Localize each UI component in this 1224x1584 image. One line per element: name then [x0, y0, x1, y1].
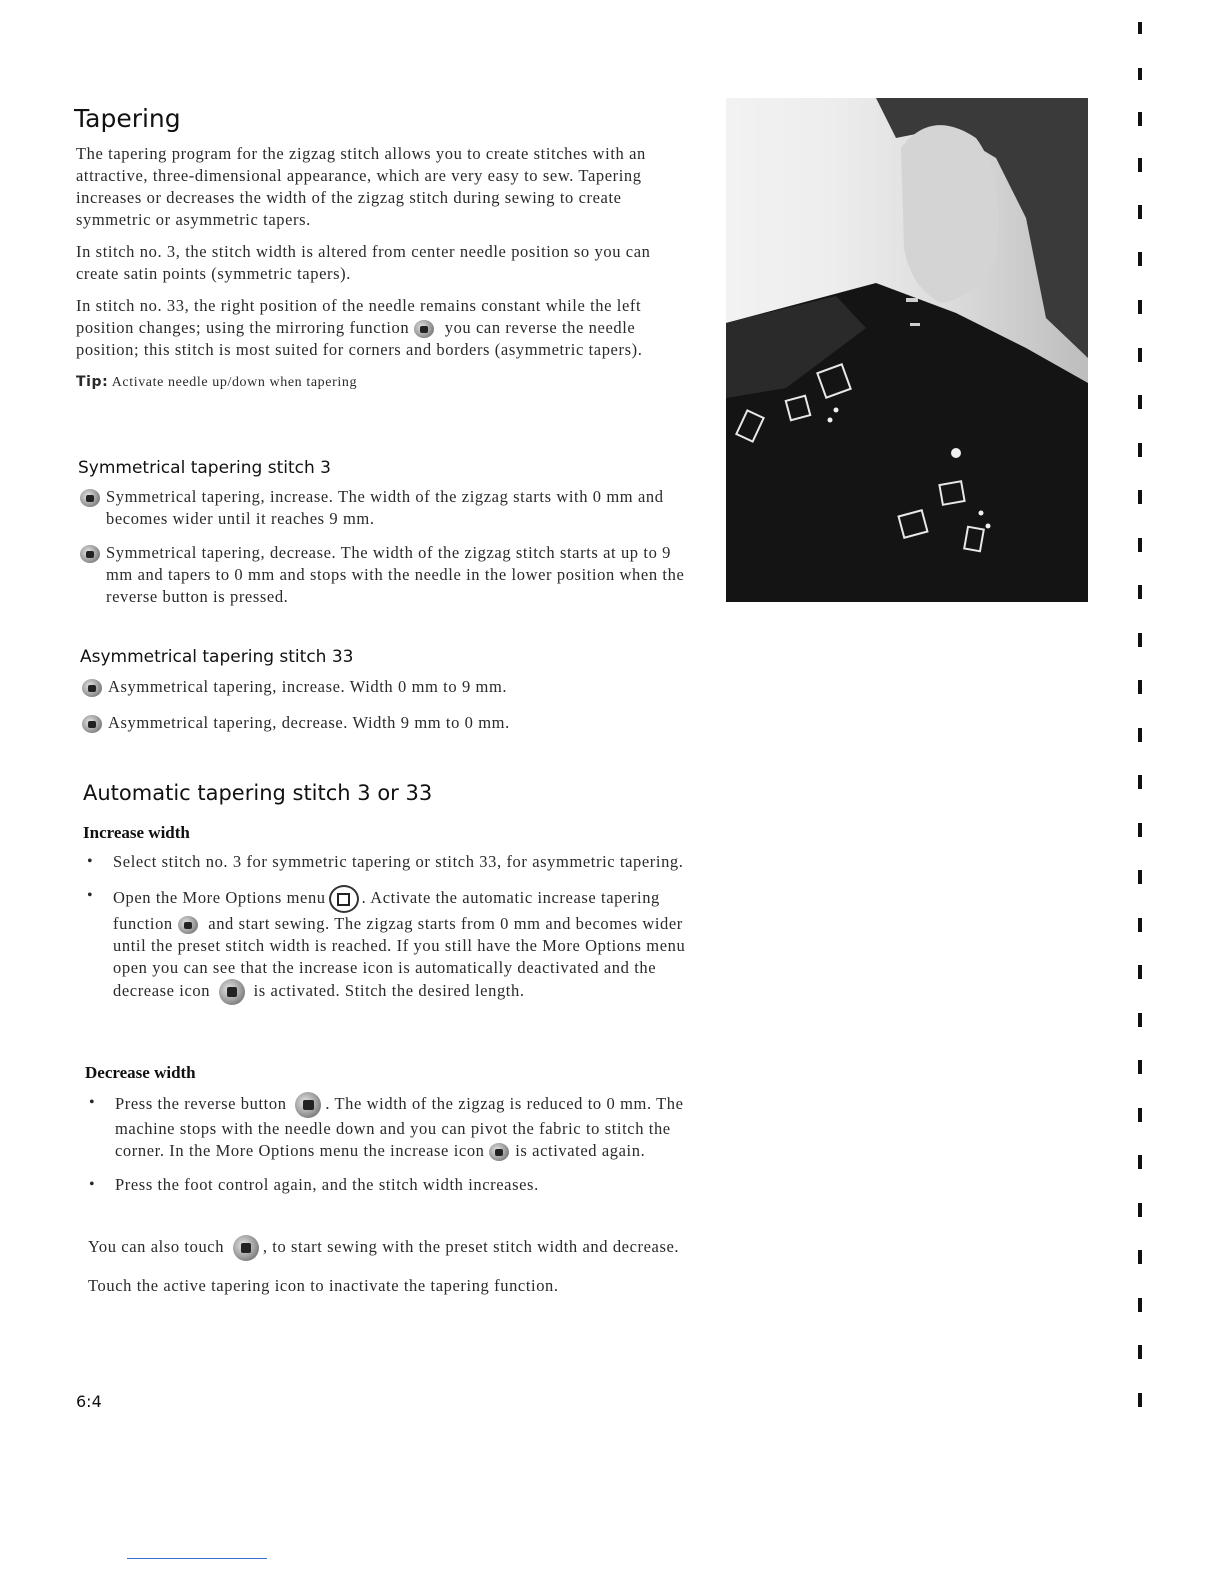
- dress-dot-5: [986, 524, 991, 529]
- touch-paragraph: Touch the active tapering icon to inactivate the tapering function.: [88, 1276, 559, 1295]
- symmetrical-heading: Symmetrical tapering stitch 3: [78, 458, 331, 478]
- edge-mark: [1138, 22, 1142, 34]
- page-title: Tapering: [74, 104, 181, 133]
- edge-mark: [1138, 490, 1142, 504]
- edge-mark: [1138, 252, 1142, 266]
- asym-decrease-icon: [82, 715, 102, 733]
- dec-step1-a: Press the reverse button: [115, 1093, 287, 1113]
- dress-dot-1: [951, 448, 961, 458]
- intro-p3-end: you can reverse the needle position; this stitch is most suited for corners and borders (asymmetric tapers).: [76, 318, 643, 359]
- more-options-icon: [329, 885, 359, 913]
- edge-mark: [1138, 918, 1142, 932]
- tip-text: Activate needle up/down when tapering: [111, 375, 358, 390]
- increase-list: [85, 851, 703, 1017]
- edge-mark: [1138, 1393, 1142, 1407]
- face-shape: [901, 125, 999, 303]
- tip-label: Tip:: [76, 374, 109, 390]
- edge-mark: [1138, 300, 1142, 314]
- sym-decrease-text: Symmetrical tapering, decrease. The width of the zigzag stitch starts at up to 9 mm and tapers to 0 mm and stops with the needle in the lower position when the reverse button is pressed.: [106, 543, 685, 606]
- edge-mark: [1138, 158, 1142, 172]
- also-touch-b: , to start sewing with the preset stitch width and decrease.: [262, 1236, 680, 1256]
- edge-mark: [1138, 1155, 1142, 1169]
- increase-width-heading: Increase width: [83, 823, 190, 842]
- edge-mark: [1138, 633, 1142, 647]
- intro-paragraph-2: In stitch no. 3, the stitch width is altered from center needle position so you can create satin points (symmetric tapers).: [76, 242, 651, 283]
- inc-step2-b: . Activate the automatic increase tapering function: [113, 887, 660, 933]
- edge-mark: [1138, 965, 1142, 979]
- asym-decrease-text: Asymmetrical tapering, decrease. Width 9 mm to 0 mm.: [108, 713, 510, 732]
- edge-mark: [1138, 1250, 1142, 1264]
- dec-step1-c: is activated again.: [515, 1141, 646, 1160]
- decrease-list: [87, 1092, 703, 1208]
- mirroring-icon: [414, 320, 434, 338]
- edge-mark: [1138, 1345, 1142, 1359]
- decrease-step-1: [87, 1092, 703, 1162]
- edge-mark: [1138, 395, 1142, 409]
- automatic-heading: Automatic tapering stitch 3 or 33: [83, 781, 433, 805]
- asymmetrical-item-decrease: [82, 712, 702, 734]
- also-touch-a: You can also touch: [88, 1236, 225, 1256]
- sewing-woman-photo: [726, 98, 1088, 602]
- footer-line: [127, 1558, 267, 1559]
- reverse-button-icon: [295, 1092, 321, 1118]
- increase-step-1: • Select stitch no. 3 for symmetric tapering or stitch 33, for asymmetric tapering.: [85, 851, 703, 873]
- edge-mark: [1138, 823, 1142, 837]
- intro-p3-start: In stitch no. 33, the right position of the needle remains constant while the left position changes; using the mirroring function: [76, 296, 642, 337]
- edge-mark: [1138, 775, 1142, 789]
- edge-mark: [1138, 728, 1142, 742]
- edge-mark: [1138, 1108, 1142, 1122]
- increase-step-2: [85, 885, 703, 1005]
- photo-illustration: [726, 98, 1088, 602]
- decrease-width-heading: Decrease width: [85, 1063, 196, 1082]
- dress-dot-4: [979, 511, 984, 516]
- edge-mark: [1138, 680, 1142, 694]
- tip: [76, 371, 696, 394]
- sym-decrease-icon: [80, 545, 100, 563]
- increase-icon: [489, 1143, 509, 1161]
- symmetrical-section: [80, 486, 700, 608]
- edge-mark: [1138, 205, 1142, 219]
- edge-mark: [1138, 1013, 1142, 1027]
- dec-step1-b: . The width of the zigzag is reduced to 0 mm. The machine stops with the needle down and you can pivot the fabric to stitch the corner. In the More Options menu the increase icon: [115, 1093, 684, 1160]
- edge-mark: [1138, 443, 1142, 457]
- intro-section: [76, 143, 696, 394]
- asymmetrical-heading: Asymmetrical tapering stitch 33: [80, 647, 354, 667]
- dress-dot-3: [828, 418, 833, 423]
- edge-mark: [1138, 1298, 1142, 1312]
- asym-increase-text: Asymmetrical tapering, increase. Width 0 mm to 9 mm.: [108, 677, 508, 696]
- inc-step2-a: Open the More Options menu: [113, 887, 326, 907]
- decrease-icon: [219, 979, 245, 1005]
- inc-step2-c: and start sewing. The zigzag starts from 0 mm and becomes wider until the preset stitch width is reached. If you still have the More Options menu open you can see that the increase icon is automatically deactivated and the decrease icon: [113, 914, 686, 1000]
- dress-dot-2: [834, 408, 839, 413]
- start-decrease-icon: [233, 1235, 259, 1261]
- edge-mark: [1138, 112, 1142, 126]
- button-1: [906, 298, 918, 302]
- asym-increase-icon: [82, 679, 102, 697]
- edge-mark: [1138, 1203, 1142, 1217]
- edge-mark: [1138, 1060, 1142, 1074]
- edge-mark: [1138, 348, 1142, 362]
- button-2: [910, 323, 920, 326]
- intro-paragraph-1: The tapering program for the zigzag stitch allows you to create stitches with an attractive, three-dimensional appearance, which are very easy to sew. Tapering increases or decreases the width of the zigzag stitch during sewing to create symmetric or asymmetric tapers.: [76, 144, 646, 229]
- page-number: 6:4: [76, 1392, 102, 1411]
- sym-increase-text: Symmetrical tapering, increase. The width of the zigzag starts with 0 mm and becomes wider until it reaches 9 mm.: [106, 487, 664, 528]
- symmetrical-item-decrease: [80, 542, 700, 608]
- auto-increase-icon: [178, 916, 198, 934]
- asymmetrical-section: [82, 676, 702, 734]
- asymmetrical-item-increase: [82, 676, 702, 698]
- sym-increase-icon: [80, 489, 100, 507]
- intro-paragraph-3: [76, 295, 696, 361]
- also-touch-paragraph: [88, 1235, 706, 1261]
- decrease-step-2: • Press the foot control again, and the stitch width increases.: [87, 1174, 703, 1196]
- edge-mark: [1138, 870, 1142, 884]
- edge-mark: [1138, 585, 1142, 599]
- inc-step2-d: is activated. Stitch the desired length.: [253, 980, 525, 1000]
- closing-section: [88, 1235, 706, 1297]
- edge-mark: [1138, 68, 1142, 80]
- symmetrical-item-increase: [80, 486, 700, 530]
- edge-mark: [1138, 538, 1142, 552]
